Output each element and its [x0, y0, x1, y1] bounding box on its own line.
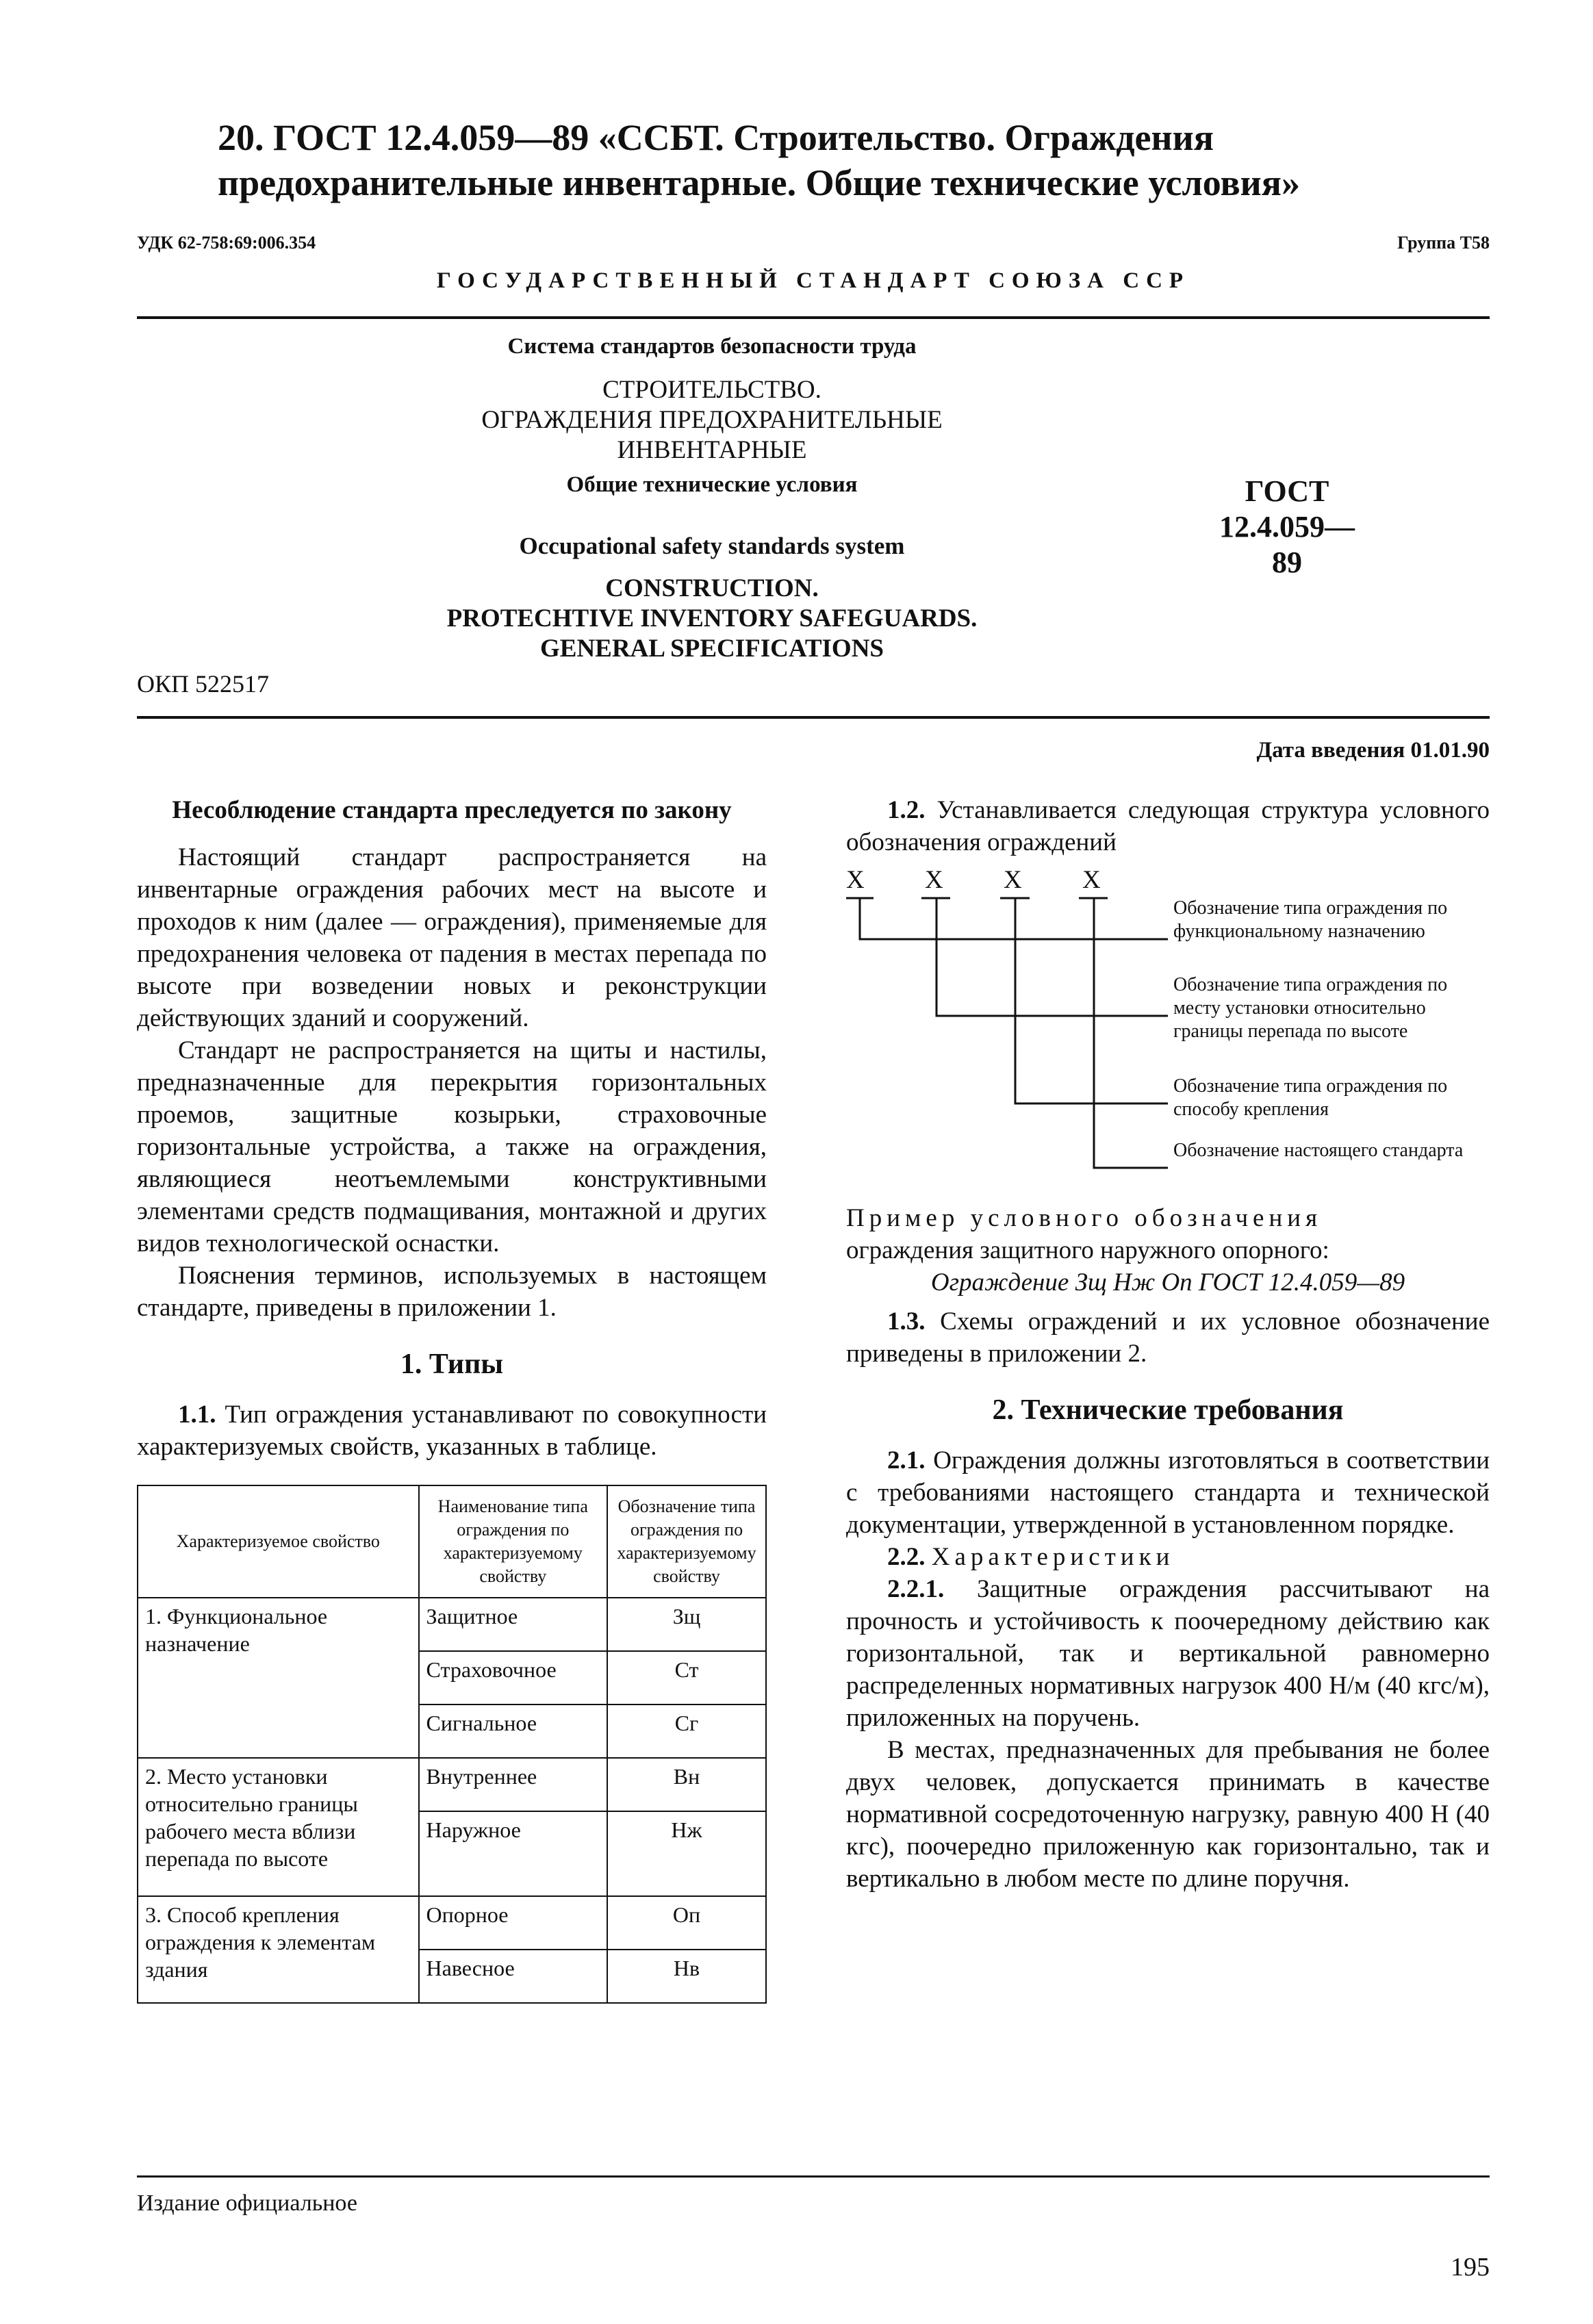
title-en: [288, 574, 1136, 664]
clause-number: 2.1.: [887, 1446, 926, 1474]
table-cell-property: 3. Способ крепления ограждения к элементам здания: [138, 1896, 419, 2003]
header-rule-bottom: [137, 716, 1490, 719]
gost-label: ГОСТ: [1245, 474, 1329, 508]
clause-text: Ограждения должны изготовляться в соответствии с требованиями настоящего стандарта и технической документации, утвержденной в установленном порядке.: [846, 1446, 1490, 1539]
table-cell-name: Страховочное: [419, 1651, 608, 1704]
diagram-label: Обозначение типа ограждения по месту установки относительно границы перепада по высоте: [1173, 974, 1448, 1042]
introduction-date: Дата введения 01.01.90: [1256, 738, 1490, 763]
designation-letter: Х: [1004, 866, 1022, 894]
title-ru-line: ИНВЕНТАРНЫЕ: [617, 436, 807, 464]
clause-1-1: [137, 1399, 767, 1463]
table-cell-name: Внутреннее: [419, 1758, 608, 1811]
table-cell-code: Ст: [607, 1651, 766, 1704]
state-standard-heading: ГОСУДАРСТВЕННЫЙ СТАНДАРТ СОЮЗА ССР: [436, 268, 1190, 293]
table-cell-name: Навесное: [419, 1950, 608, 2003]
clause-1-2: [846, 794, 1490, 858]
edition-note: Издание официальное: [137, 2191, 357, 2216]
clause-text: Защитные ограждения рассчитывают на прочность и устойчивость к поочередному действию как горизонтальной, так и вертикальной равномерно распределенных нормативных нагрузок 400 Н/м (40 кгс/м), приложенных на поручень.: [846, 1575, 1490, 1732]
right-column: [846, 794, 1490, 1895]
table-row: [138, 1896, 766, 1950]
title-ru-line: ОГРАЖДЕНИЯ ПРЕДОХРАНИТЕЛЬНЫЕ: [481, 406, 943, 434]
law-note: Несоблюдение стандарта преследуется по закону: [172, 796, 732, 824]
table-cell-name: Опорное: [419, 1896, 608, 1950]
clause-text: Характеристики: [931, 1543, 1175, 1571]
clause-text: Схемы ограждений и их условное обозначение приведены в приложении 2.: [846, 1307, 1490, 1368]
left-column: [137, 794, 767, 2004]
gost-designation: [1205, 474, 1369, 580]
clause-1-3: [846, 1305, 1490, 1370]
table-cell-name: Наружное: [419, 1811, 608, 1896]
title-en-line: PROTECHTIVE INVENTORY SAFEGUARDS.: [446, 604, 978, 633]
section-2-title: 2. Технические требования: [992, 1394, 1344, 1426]
udk-code: УДК 62-758:69:006.354: [137, 233, 316, 253]
table-cell-code: Нв: [607, 1950, 766, 2003]
table-header: Наименование типа ограждения по характеризуемому свойству: [419, 1485, 608, 1598]
diagram-label: Обозначение типа ограждения по способу крепления: [1173, 1075, 1448, 1120]
table-header: Обозначение типа ограждения по характеризуемому свойству: [607, 1485, 766, 1598]
subtitle-ru: Общие технические условия: [566, 472, 858, 497]
intro-paragraph-1: Настоящий стандарт распространяется на инвентарные ограждения рабочих мест на высоте и проходов к ним (далее — ограждения), применяемые для предохранения человека от падения в местах перепада по высоте при возведении новых и реконструкции действующих зданий и сооружений.: [137, 843, 767, 1032]
document-main-title: 20. ГОСТ 12.4.059—89 «ССБТ. Строительство. Ограждения предохранительные инвентарные. Общие технические условия»: [218, 117, 1300, 203]
table-cell-code: Сг: [607, 1704, 766, 1758]
designation-letter: Х: [925, 866, 943, 894]
clause-text: Устанавливается следующая структура условного обозначения ограждений: [846, 796, 1490, 856]
example-text: ограждения защитного наружного опорного:: [846, 1236, 1329, 1264]
title-en-line: CONSTRUCTION.: [605, 574, 819, 602]
system-en: Occupational safety standards system: [519, 533, 905, 559]
table-row: [138, 1598, 766, 1651]
section-1-title: 1. Типы: [400, 1349, 504, 1380]
clause-number: 2.2.1.: [887, 1575, 945, 1603]
example-designation: Ограждение Зщ Нж Оп ГОСТ 12.4.059—89: [930, 1268, 1405, 1297]
example-heading: Пример условного обозначения: [846, 1204, 1323, 1232]
clause-number: 2.2.: [887, 1543, 926, 1571]
clause-2-2-1: [846, 1573, 1490, 1734]
type-properties-table: [137, 1485, 767, 2004]
system-heading: Система стандартов безопасности труда: [507, 334, 917, 359]
clause-number: 1.1.: [178, 1401, 216, 1429]
table-cell-property: 1. Функциональное назначение: [138, 1598, 419, 1758]
table-cell-property: 2. Место установки относительно границы рабочего места вблизи перепада по высоте: [138, 1758, 419, 1896]
diagram-label: Обозначение настоящего стандарта: [1173, 1140, 1464, 1161]
group-code: Группа Т58: [1397, 233, 1490, 253]
table-cell-code: Оп: [607, 1896, 766, 1950]
header-rule-top: [137, 316, 1490, 319]
table-row: [138, 1758, 766, 1811]
table-cell-name: Сигнальное: [419, 1704, 608, 1758]
page-number: 195: [1451, 2253, 1490, 2282]
designation-structure-diagram: [846, 864, 1490, 1186]
clause-number: 1.2.: [887, 796, 926, 824]
clause-number: 1.3.: [887, 1307, 926, 1336]
table-cell-code: Зщ: [607, 1598, 766, 1651]
title-ru: [288, 375, 1136, 465]
table-cell-code: Вн: [607, 1758, 766, 1811]
designation-letter: Х: [846, 866, 865, 894]
table-header: Характеризуемое свойство: [138, 1485, 419, 1598]
title-en-line: GENERAL SPECIFICATIONS: [539, 635, 884, 663]
clause-2-1: [846, 1444, 1490, 1541]
designation-letter: Х: [1082, 866, 1101, 894]
title-ru-line: СТРОИТЕЛЬСТВО.: [602, 376, 821, 404]
diagram-label: Обозначение типа ограждения по функциональному назначению: [1173, 897, 1448, 942]
clause-2-2: [846, 1541, 1490, 1573]
intro-paragraph-2: Стандарт не распространяется на щиты и настилы, предназначенные для перекрытия горизонтальных проемов, защитные козырьки, страховочные горизонтальные устройства, а также на ограждения, являющиеся неотъемлемыми конструктивными элементами средств подмащивания, монтажной и других видов технологической оснастки.: [137, 1036, 767, 1257]
table-cell-code: Нж: [607, 1811, 766, 1896]
table-header-row: [138, 1485, 766, 1598]
footer-rule: [137, 2175, 1490, 2178]
intro-paragraph-3: Пояснения терминов, используемых в настоящем стандарте, приведены в приложении 1.: [137, 1262, 767, 1322]
clause-text: Тип ограждения устанавливают по совокупности характеризуемых свойств, указанных в таблице.: [137, 1401, 767, 1461]
gost-number: 12.4.059—89: [1219, 510, 1355, 579]
table-cell-name: Защитное: [419, 1598, 608, 1651]
paragraph-places: В местах, предназначенных для пребывания не более двух человек, допускается принимать в качестве нормативной сосредоточенную нагрузку, равную 400 Н (40 кгс), поочередно приложенную как горизонтально, так и вертикально в любом месте по длине поручня.: [846, 1736, 1490, 1893]
okp-code: ОКП 522517: [137, 670, 270, 698]
